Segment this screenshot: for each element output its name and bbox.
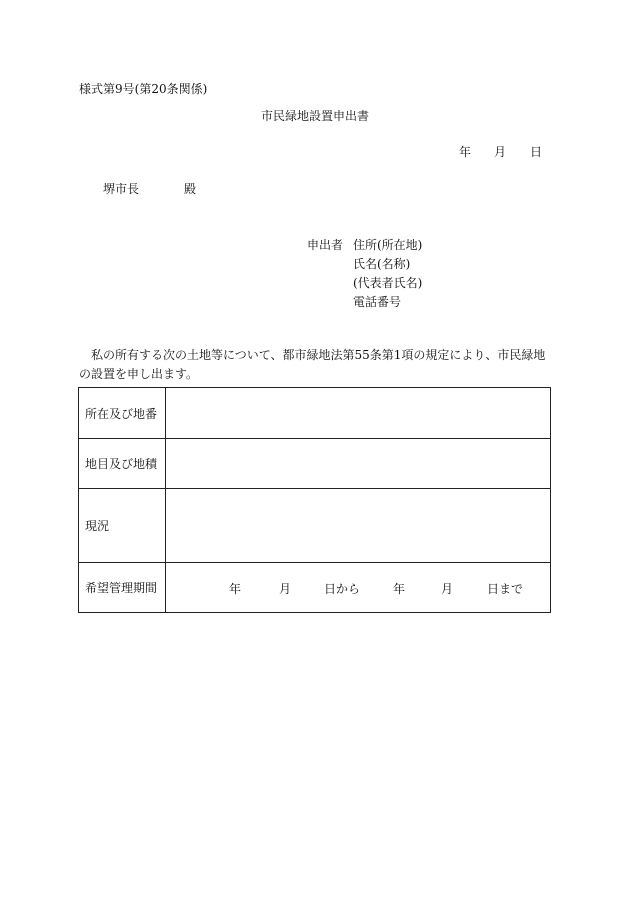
date-year-label: 年 [459, 145, 472, 159]
applicant-address-field: 住所(所在地) [353, 238, 423, 252]
period-fields [166, 563, 550, 612]
location-label: 所在及び地番 [79, 388, 166, 439]
table-row [79, 489, 551, 563]
land-category-value[interactable] [166, 439, 551, 489]
current-status-value[interactable] [166, 489, 551, 563]
applicant-name-field: 氏名(名称) [353, 257, 411, 271]
period-end-year: 年 [393, 582, 406, 596]
application-table [78, 387, 551, 613]
land-category-label: 地目及び地積 [79, 439, 166, 489]
period-start-day: 日から [324, 582, 361, 596]
form-number: 様式第9号(第20条関係) [79, 82, 208, 96]
document-title: 市民緑地設置申出書 [260, 109, 369, 123]
applicant-representative-field: (代表者氏名) [353, 276, 423, 290]
applicant-phone-field: 電話番号 [353, 295, 402, 309]
period-end-month: 月 [441, 582, 454, 596]
body-text: 私の所有する次の土地等について、都市緑地法第55条第1項の規定により、市民緑地の設置を申し出ます。 [79, 348, 546, 381]
management-period-value[interactable] [166, 563, 551, 613]
addressee-name: 堺市長 [103, 182, 140, 196]
period-start-year: 年 [229, 582, 242, 596]
date-day-label: 日 [530, 145, 543, 159]
location-value[interactable] [166, 388, 551, 439]
table-row [79, 563, 551, 613]
current-status-label: 現況 [79, 489, 166, 563]
table-row [79, 388, 551, 439]
date-month-label: 月 [494, 145, 507, 159]
table-row [79, 439, 551, 489]
period-end-day: 日まで [487, 582, 524, 596]
applicant-label: 申出者 [307, 238, 344, 252]
addressee-honorific: 殿 [184, 182, 197, 196]
period-start-month: 月 [279, 582, 292, 596]
management-period-label: 希望管理期間 [79, 563, 166, 613]
